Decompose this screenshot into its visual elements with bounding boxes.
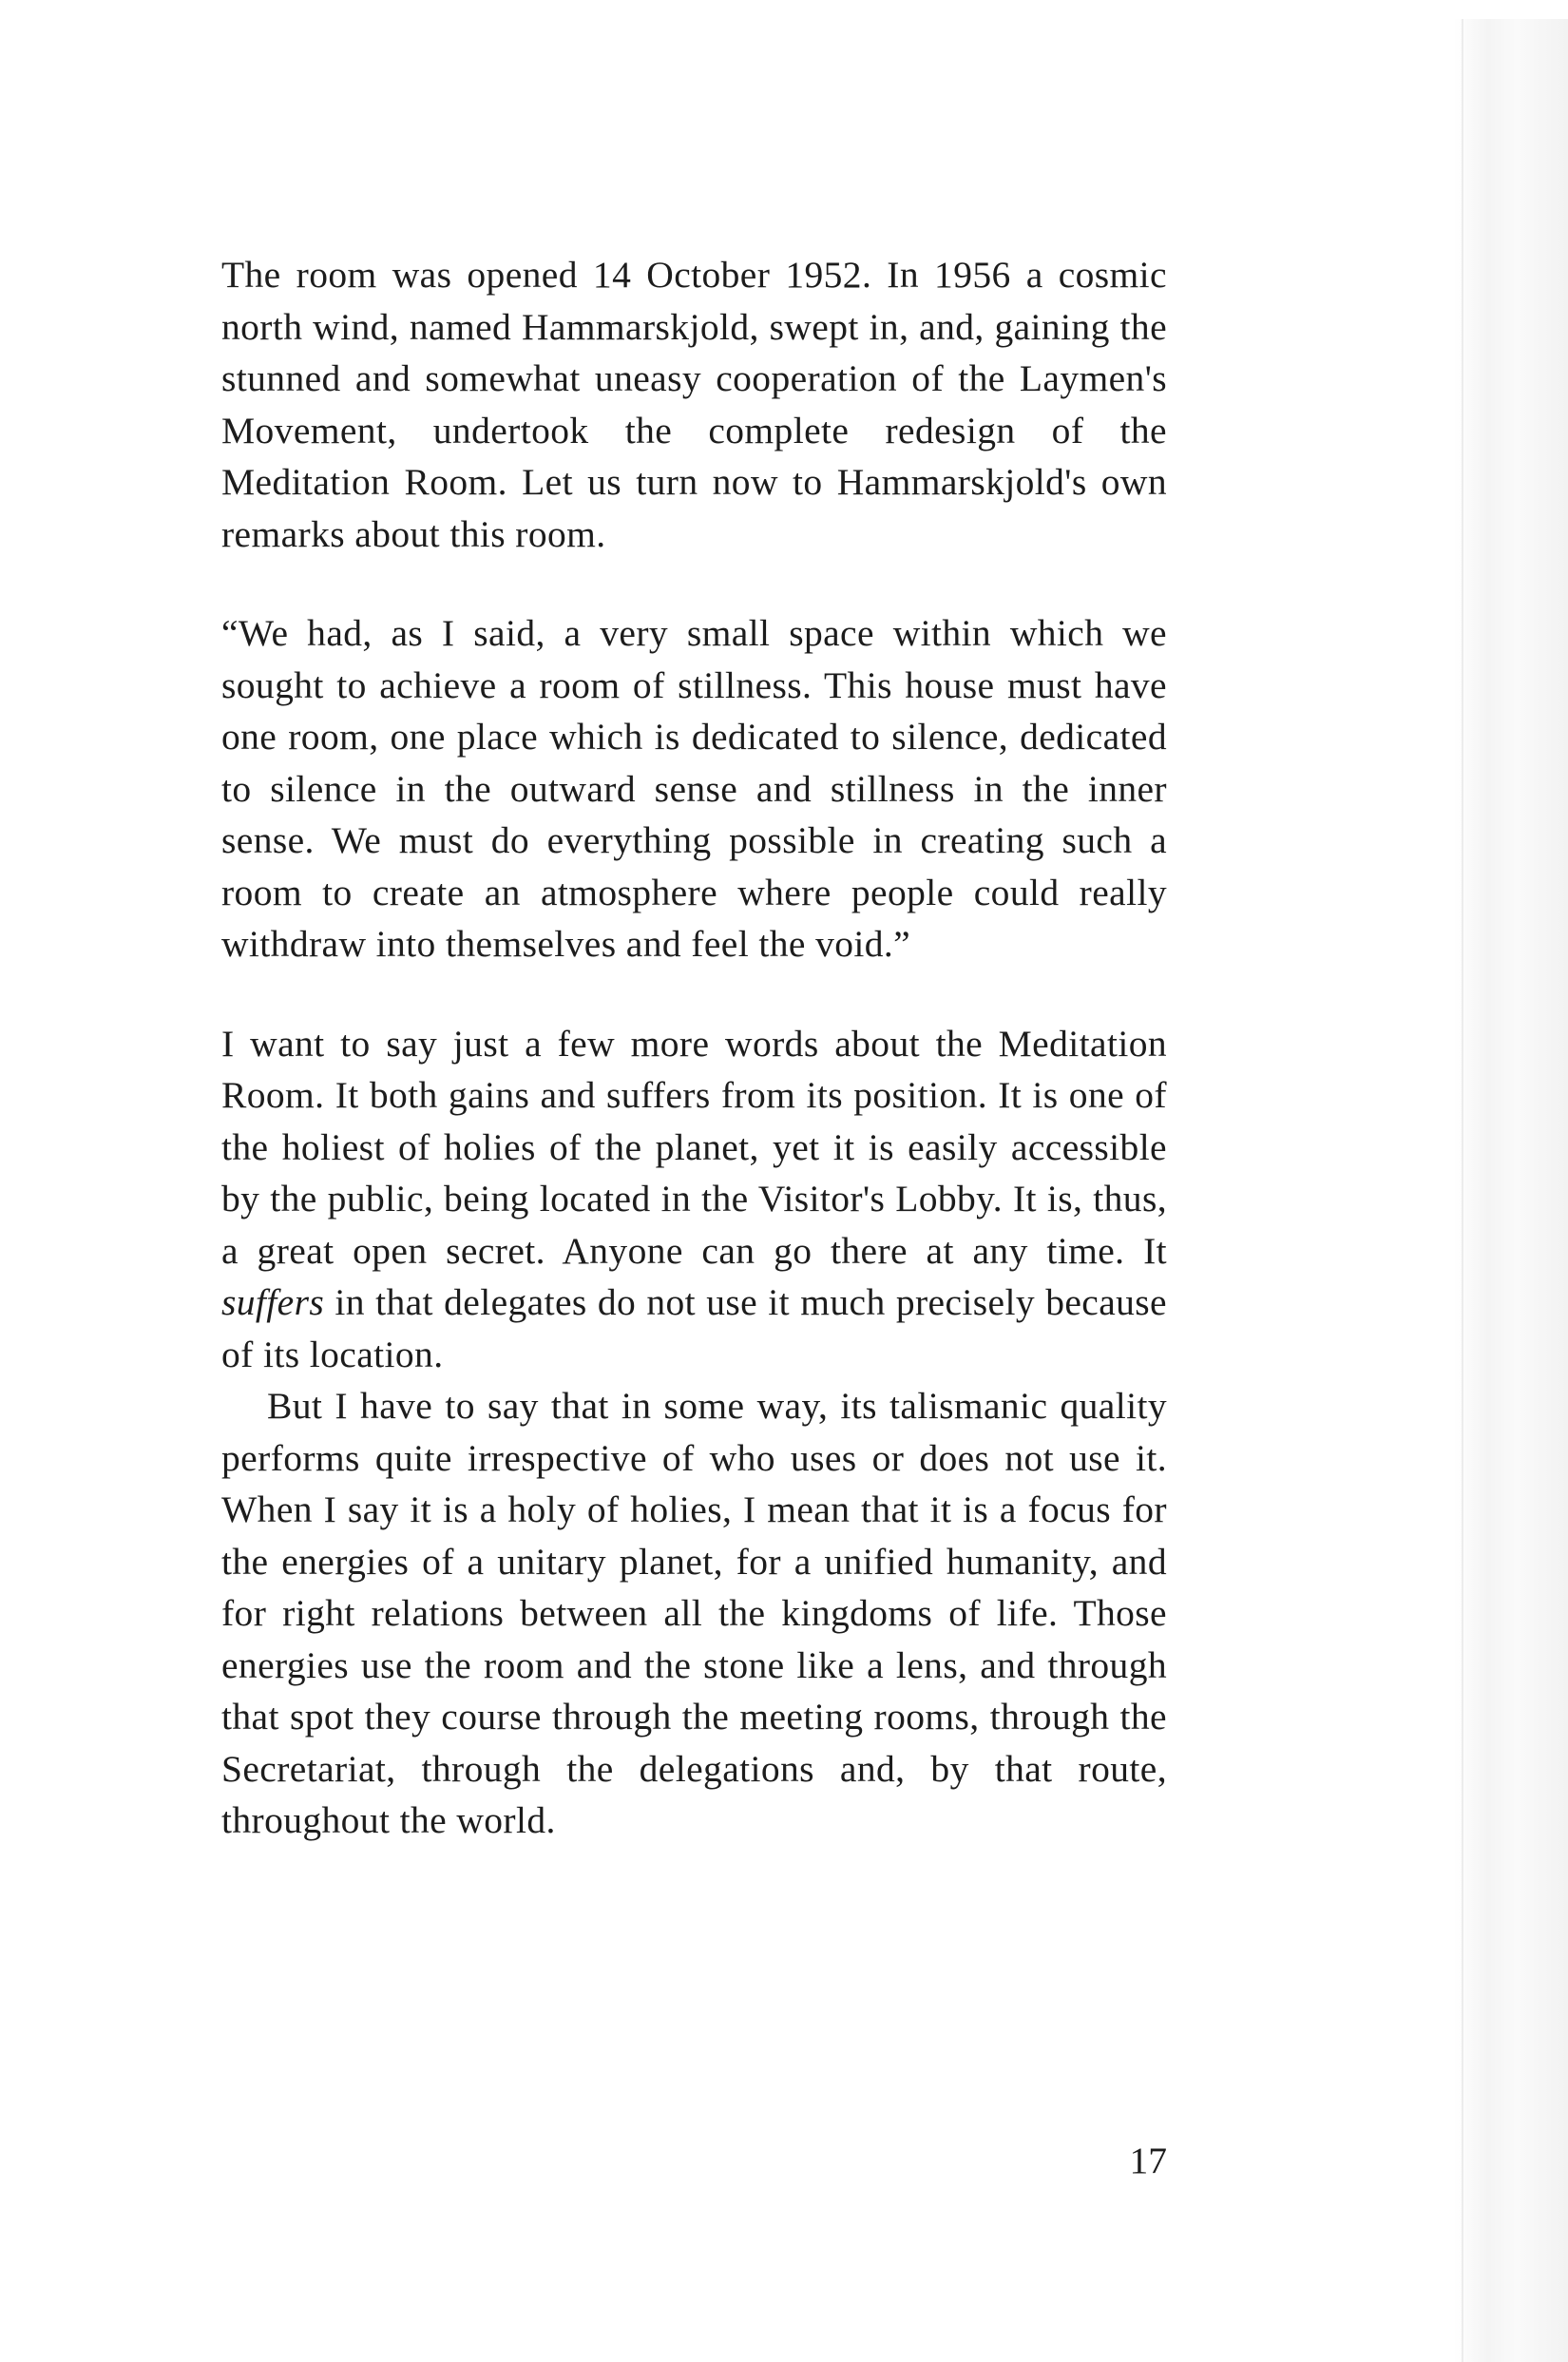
body-text	[221, 249, 1167, 1847]
paragraph-meditation-room	[221, 1018, 1167, 1381]
paragraph-room-opened: The room was opened 14 October 1952. In 1956 a cosmic north wind, named Hammarskjold, swept in, and, gaining the stunned and somewhat uneasy cooperation of the Laymen's Movement, undertook the complete redesign of the Meditation Room. Let us turn now to Hammarskjold's own remarks about this room.	[221, 254, 1167, 555]
meditation-room-text: I want to say just a few more words about the Meditation Room. It both gains and suffers from its position. It is one of the holiest of holies of the planet, yet it is easily accessible by the public, being located in the Visitor's Lobby. It is, thus, a great open secret. Anyone can go there at any time.	[221, 1022, 1167, 1272]
page-number: 17	[1129, 2140, 1167, 2181]
paragraph-hammarskjold-quote: “We had, as I said, a very small space within which we sought to achieve a room of stillness. This house must have one room, one place which is dedicated to silence, dedicated to silence in the outward sense and stillness in the inner sense. We must do everything possible in creating such a room to create an atmosphere where people could really withdraw into themselves and feel the void.”	[221, 612, 1167, 965]
paragraph-talismanic-quality: But I have to say that in some way, its talismanic quality performs quite irrespective of who uses or does not use it. When I say it is a holy of holies, I mean that it is a focus for the energies of a unitary planet, for a unified humanity, and for right relations between all the kingdoms of life. Those energies use the room and the stone like a lens, and through that spot they course through the meeting rooms, through the Secretariat, through the delegations and, by that route, throughout the world.	[221, 1385, 1167, 1841]
page-edge-shadow	[1454, 19, 1568, 2362]
suffers-post: in that delegates do not use it much precisely because of its location.	[221, 1281, 1167, 1375]
suffers-emphasis: suffers	[221, 1281, 325, 1323]
suffers-pre: It	[1143, 1229, 1167, 1272]
